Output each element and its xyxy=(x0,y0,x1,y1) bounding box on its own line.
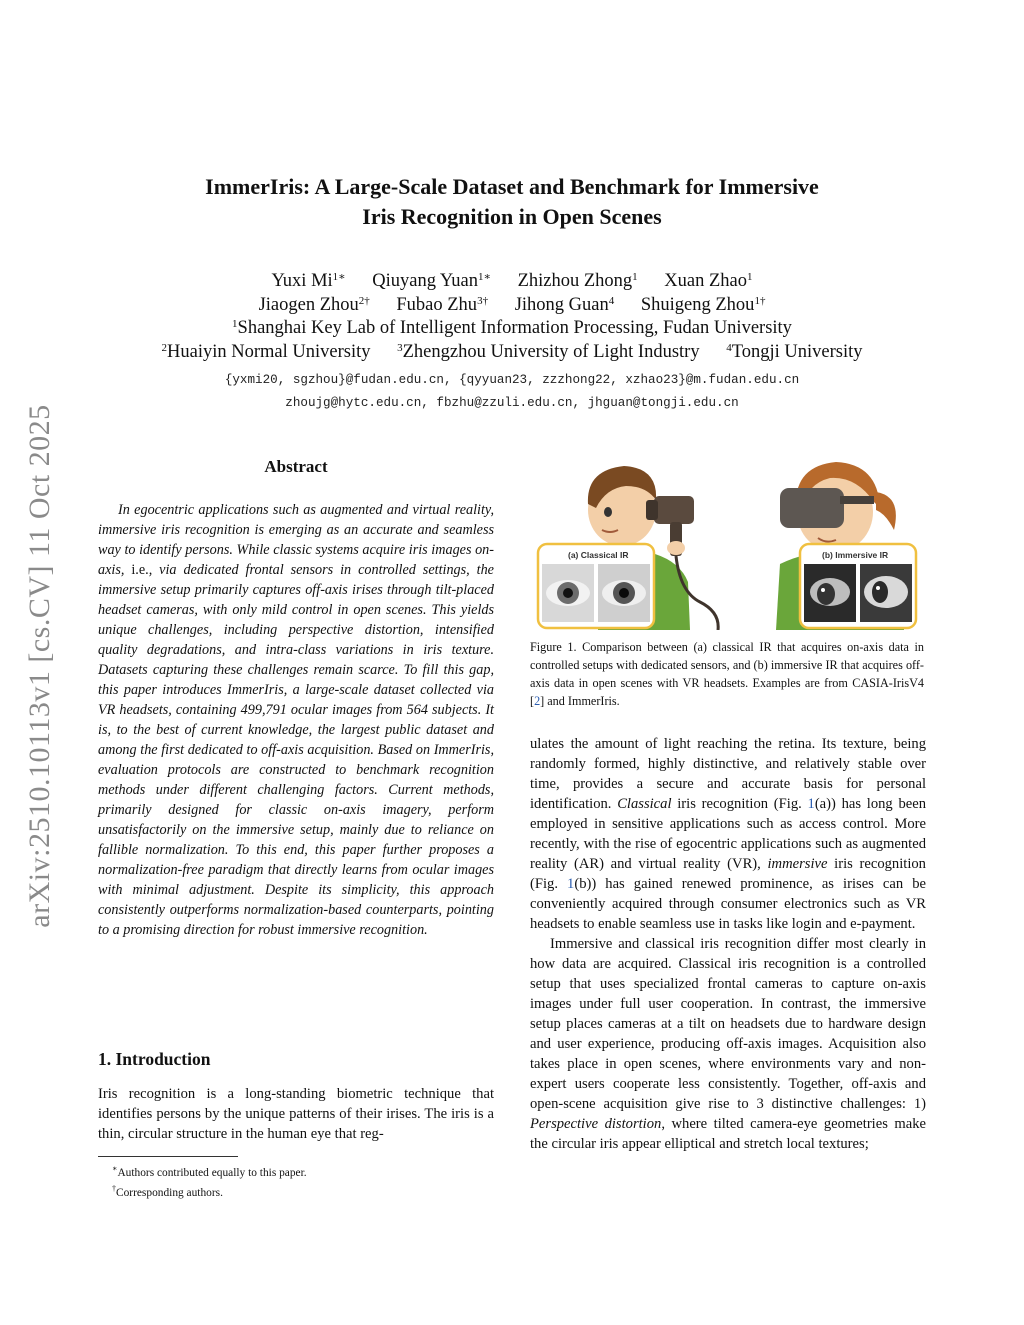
paper-title xyxy=(100,172,924,232)
author-mark: 1 xyxy=(746,271,753,283)
classical-pupil-2 xyxy=(619,588,629,598)
immersive-glint-2 xyxy=(876,586,880,590)
figure-1-illustration xyxy=(530,452,924,630)
emphasis-classical: Classical xyxy=(617,796,672,812)
body-paragraph xyxy=(530,934,926,1154)
arxiv-sidebar xyxy=(20,372,60,960)
body-text: ulates the amount of light reaching the retina. Its texture, being randomly formed, highly distinctive, and relatively stable over time, provides a secure and accurate basis for personal identification. xyxy=(530,736,926,812)
abstract-text: , via dedicated frontal sensors in controlled settings, the immersive setup primarily captures off-axis irises through tilt-placed headset cameras, with only mild control in open scenes. This yields unique challenges, including perspective distortion, intensified quality degradations, and intra-class variations in iris texture. Datasets capturing these challenges remain scarce. To fill this gap, this paper introduces ImmerIris, a large-scale dataset collected via VR headsets, containing 499,791 ocular images from 564 subjects. It is, to the best of current knowledge, the largest public dataset and among the first dedicated to off-axis acquisition. Based on ImmerIris, evaluation protocols are constructed to benchmark recognition methods under different challenging factors. Current methods, primarily designed for classic on-axis imagery, perform unsatisfactorily on the immersive setup, mainly due to reliance on fallible normalization. To this end, this paper further proposes a normalization-free paradigm that directly learns from ocular images with minimal adjustment. Despite its simplicity, this approach consistently outperforms normalization-based counterparts, pointing to a promising direction for robust immersive recognition. xyxy=(98,562,494,938)
author-mark: 3† xyxy=(477,294,489,307)
affiliation-line-1 xyxy=(100,317,924,341)
abstract-ie: i.e. xyxy=(131,562,149,578)
footnote-corresponding xyxy=(112,1181,307,1201)
affiliation: Shanghai Key Lab of Intelligent Information Processing, Fudan University xyxy=(237,318,792,338)
author-mark: 1∗ xyxy=(332,271,346,283)
affiliation: Tongji University xyxy=(731,341,863,362)
iris-camera-body xyxy=(654,496,694,524)
author-name: Shuigeng Zhou xyxy=(640,294,755,315)
vr-headset-strap xyxy=(840,496,874,504)
emphasis-immersive: immersive xyxy=(767,856,828,872)
intro-paragraph: Iris recognition is a long-standing biometric technique that identifies persons by the unique patterns of their irises. The iris is a thin, circular structure in the human eye that reg- xyxy=(98,1086,494,1142)
affiliation: Huaiyin Normal University xyxy=(167,341,371,362)
arxiv-id: arXiv:2510.10113v1 [cs.CV] 11 Oct 2025 xyxy=(23,404,56,928)
right-column-body xyxy=(530,734,926,1154)
affiliation-mark: 4 xyxy=(726,341,732,354)
man-hand xyxy=(667,541,685,555)
body-text: iris recognition (Fig. xyxy=(530,856,926,892)
author-name: Yuxi Mi xyxy=(271,271,333,291)
footnote-text: Corresponding authors. xyxy=(116,1186,223,1199)
title-line-1: ImmerIris: A Large-Scale Dataset and Benchmark for Immersive xyxy=(205,174,819,199)
caption-text: ] and ImmerIris. xyxy=(540,694,620,708)
caption-text: Figure 1. Comparison between (a) classical IR that acquires on-axis data in controlled setups with dedicated sensors, and (b) immersive IR that acquires off-axis data in open scenes with VR headsets. Examples are from CASIA-IrisV4 [ xyxy=(530,640,924,708)
body-text: Immersive and classical iris recognition differ most clearly in how data are acquired. Classical iris recognition is a controlled setup that uses specialized frontal cameras to capture on-axis images under full user cooperation. In contrast, the immersive setup places cameras at a tilt on headsets due to hardware design and user experience, producing off-axis images. Acquisition also takes place in open scenes, where environments vary and non-expert users cooperate less consistently. Together, off-axis and open-scene acquisition give rise to 3 distinctive challenges: 1) xyxy=(530,936,926,1112)
author-name: Xuan Zhao xyxy=(664,271,747,291)
affiliation-mark: 2 xyxy=(161,341,168,354)
immersive-iris-2 xyxy=(872,581,888,603)
author-block xyxy=(100,270,924,364)
author-mark: 1 xyxy=(632,271,638,283)
abstract-text: In egocentric applications such as augmented and virtual reality, immersive iris recognition is emerging as an accurate and seamless way to identify persons. While classic systems acquire iris images on-axis, xyxy=(98,502,494,578)
figure-link[interactable]: 1 xyxy=(567,876,575,892)
author-mark: 4 xyxy=(608,294,615,307)
author-line-2 xyxy=(100,294,924,318)
footnote-equal-contribution xyxy=(112,1161,307,1181)
classical-ir-label: (a) Classical IR xyxy=(568,550,629,560)
classical-ir-panel xyxy=(538,544,654,628)
email-line-2: zhoujg@hytc.edu.cn, fbzhu@zzuli.edu.cn, jhguan@tongji.edu.cn xyxy=(285,396,739,410)
iris-camera-lens xyxy=(646,500,658,520)
abstract-body xyxy=(98,500,494,940)
author-name: Jihong Guan xyxy=(514,294,609,315)
author-name: Qiuyang Yuan xyxy=(372,271,478,291)
footnote-mark: † xyxy=(112,1183,116,1193)
figure-link[interactable]: 1 xyxy=(807,796,815,812)
email-block xyxy=(100,369,924,415)
citation-link[interactable]: 2 xyxy=(534,694,541,708)
emphasis-perspective: Perspective distortion xyxy=(530,1116,662,1132)
footnote-text: Authors contributed equally to this paper. xyxy=(117,1166,307,1179)
affiliation-line-2 xyxy=(100,341,924,365)
author-name: Jiaogen Zhou xyxy=(258,294,359,315)
immersive-iris-1 xyxy=(817,583,835,605)
author-line-1 xyxy=(100,270,924,294)
body-text: (a)) has long been employed in sensitive applications such as access control. More recently, with the rise of egocentric applications such as augmented reality (AR) and virtual reality (VR), xyxy=(530,796,926,872)
title-line-2: Iris Recognition in Open Scenes xyxy=(362,204,662,229)
abstract-paragraph xyxy=(98,500,494,940)
woman-ponytail xyxy=(876,492,896,530)
email-line-1: {yxmi20, sgzhou}@fudan.edu.cn, {qyyuan23, zzzhong22, xzhao23}@m.fudan.edu.cn xyxy=(224,373,800,387)
footnotes xyxy=(112,1161,307,1201)
classical-pupil-1 xyxy=(563,588,573,598)
author-mark: 1† xyxy=(754,294,766,307)
body-text: (b)) has gained renewed prominence, as irises can be conveniently acquired through consumer electronics such as VR headsets to enable seamless use in tasks like login and e-payment. xyxy=(530,876,926,932)
immersive-ir-label: (b) Immersive IR xyxy=(822,550,889,560)
footnote-mark: ∗ xyxy=(112,1164,118,1173)
figure-1-caption xyxy=(530,638,924,710)
abstract-heading: Abstract xyxy=(264,457,328,476)
affiliation-mark: 3 xyxy=(397,341,403,354)
footnote-rule xyxy=(98,1156,238,1157)
body-text: , where tilted camera-eye geometries make the circular iris appear elliptical and stretch local textures; xyxy=(530,1116,926,1152)
section-heading-introduction: 1. Introduction xyxy=(98,1049,211,1069)
author-mark: 2† xyxy=(358,294,370,307)
immersive-glint-1 xyxy=(821,588,825,592)
vr-headset xyxy=(780,488,844,528)
affiliation-mark: 1 xyxy=(232,318,238,330)
body-text: iris recognition (Fig. xyxy=(671,796,808,812)
body-paragraph xyxy=(530,734,926,934)
author-name: Zhizhou Zhong xyxy=(517,271,633,291)
intro-body xyxy=(98,1084,494,1144)
man-eye xyxy=(604,507,612,517)
author-mark: 1∗ xyxy=(477,271,491,283)
affiliation: Zhengzhou University of Light Industry xyxy=(402,341,700,362)
immersive-ir-panel xyxy=(800,544,916,628)
author-name: Fubao Zhu xyxy=(396,294,478,315)
